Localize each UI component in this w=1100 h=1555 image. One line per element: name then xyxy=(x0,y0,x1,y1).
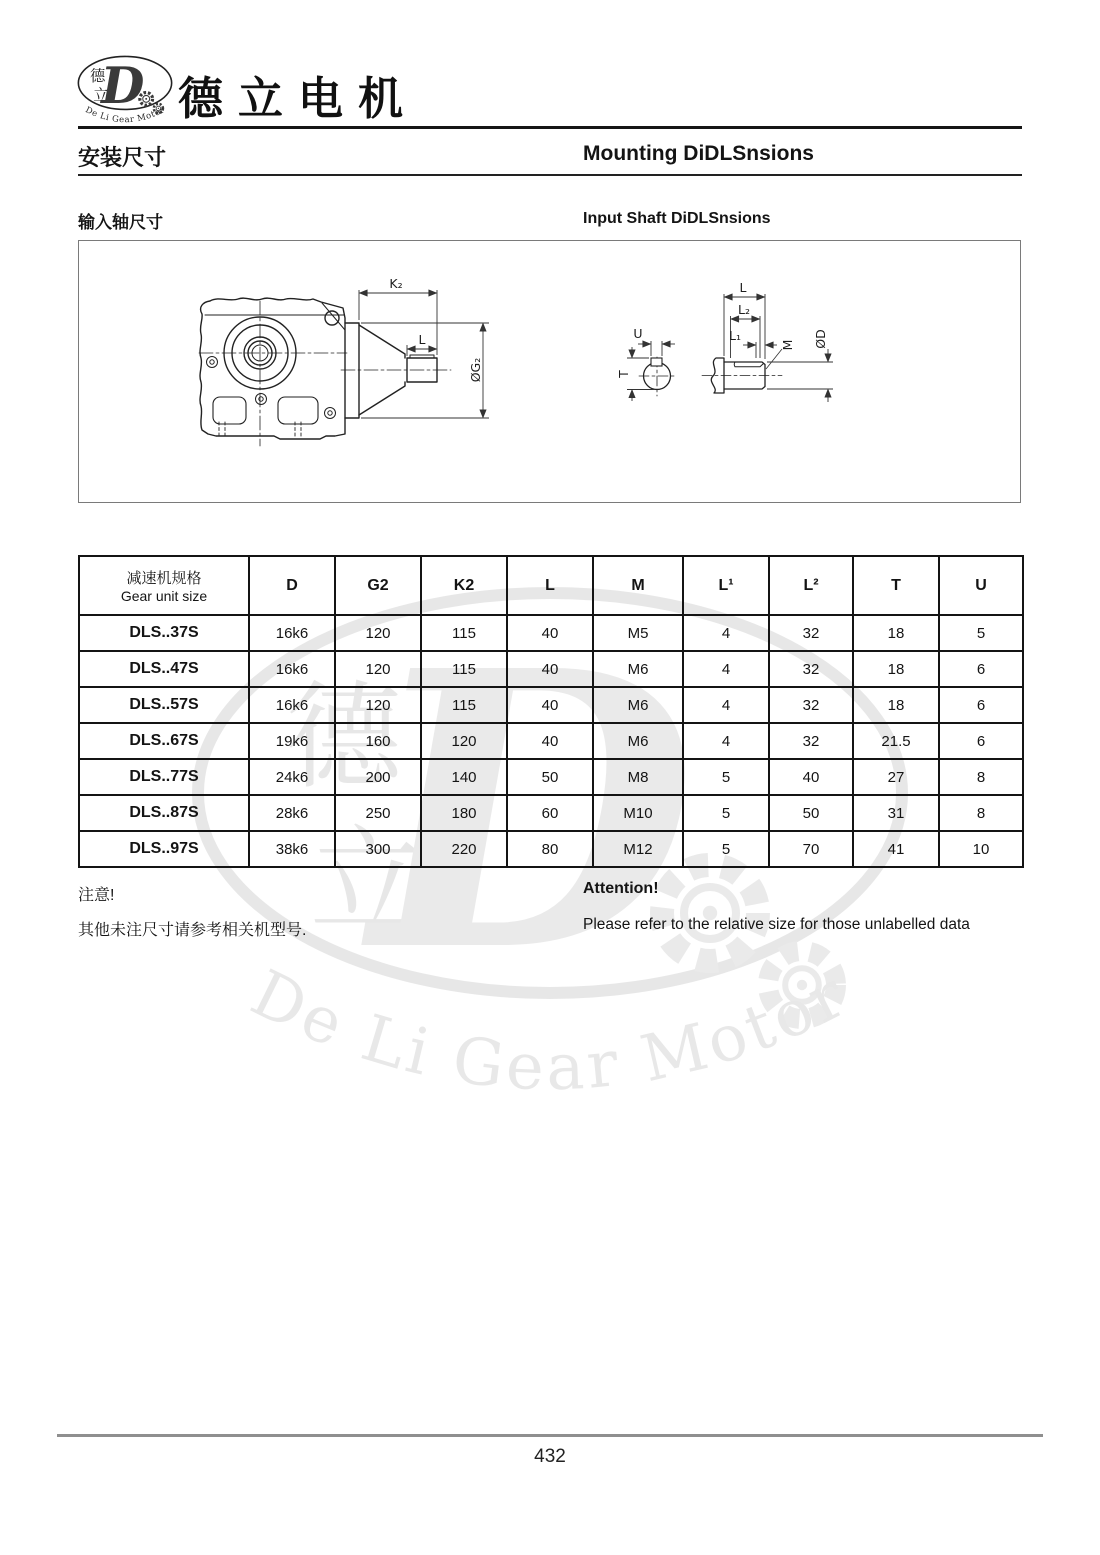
dimension-value: M8 xyxy=(593,759,683,795)
dimension-value: 6 xyxy=(939,687,1023,723)
dimension-value: 32 xyxy=(769,615,853,651)
table-row xyxy=(79,795,1023,831)
dimension-value: 40 xyxy=(507,723,593,759)
gear-unit-size-zh: 减速机规格 xyxy=(126,570,202,587)
dimension-value: 120 xyxy=(335,687,421,723)
dimension-value: 5 xyxy=(683,831,769,867)
dimension-value: 40 xyxy=(507,687,593,723)
dimension-value: 160 xyxy=(335,723,421,759)
gear-unit-model: DLS..87S xyxy=(79,795,249,831)
dimension-value: M6 xyxy=(593,687,683,723)
dimension-value: 16k6 xyxy=(249,687,335,723)
table-row xyxy=(79,687,1023,723)
gear-unit-size-en: Gear unit size xyxy=(120,588,208,604)
dimension-value: 28k6 xyxy=(249,795,335,831)
dimension-value: 16k6 xyxy=(249,615,335,651)
section-subtitle-en: Input Shaft DiDLSnsions xyxy=(583,210,771,227)
dim-label-k2: K₂ xyxy=(389,276,403,291)
page-title-zh: 安装尺寸 xyxy=(78,145,167,170)
dimension-value: 27 xyxy=(853,759,939,795)
column-header: T xyxy=(853,556,939,615)
dimension-value: 21.5 xyxy=(853,723,939,759)
column-header-gear-unit-size xyxy=(79,556,249,615)
gear-unit-model: DLS..77S xyxy=(79,759,249,795)
dim-label-m: M xyxy=(780,339,795,351)
dimension-value: 120 xyxy=(335,615,421,651)
dimension-value: 4 xyxy=(683,687,769,723)
dimension-value: 5 xyxy=(939,615,1023,651)
dimension-value: 40 xyxy=(769,759,853,795)
dimension-value: 24k6 xyxy=(249,759,335,795)
dimension-value: 32 xyxy=(769,687,853,723)
table-row xyxy=(79,615,1023,651)
company-logo xyxy=(72,50,178,135)
column-header: U xyxy=(939,556,1023,615)
dimension-value: M12 xyxy=(593,831,683,867)
table-row xyxy=(79,759,1023,795)
dimension-value: 115 xyxy=(421,651,507,687)
page-title-en: Mounting DiDLSnsions xyxy=(583,142,814,165)
dimension-value: 6 xyxy=(939,651,1023,687)
dimension-value: 32 xyxy=(769,651,853,687)
dimension-value: 4 xyxy=(683,615,769,651)
header-rule xyxy=(78,126,1022,129)
dimension-value: M10 xyxy=(593,795,683,831)
dimension-value: 38k6 xyxy=(249,831,335,867)
input-shaft-drawing xyxy=(79,241,1020,502)
dimension-value: 31 xyxy=(853,795,939,831)
shaft-section-view xyxy=(639,357,675,396)
dimension-value: 32 xyxy=(769,723,853,759)
dim-label-shaft-l: L xyxy=(739,280,747,295)
dimension-value: 70 xyxy=(769,831,853,867)
dimension-value: 120 xyxy=(421,723,507,759)
table-row xyxy=(79,723,1023,759)
dim-label-g2: ØG₂ xyxy=(468,357,483,383)
dimension-value: 120 xyxy=(335,651,421,687)
dimension-value: 8 xyxy=(939,795,1023,831)
column-header: L xyxy=(507,556,593,615)
gear-unit-model: DLS..67S xyxy=(79,723,249,759)
gear-unit-model: DLS..57S xyxy=(79,687,249,723)
dimension-value: 4 xyxy=(683,723,769,759)
page-number: 432 xyxy=(534,1446,566,1467)
footer-rule xyxy=(57,1434,1043,1437)
dimension-value: M6 xyxy=(593,651,683,687)
dimension-value: 200 xyxy=(335,759,421,795)
dim-label-l2: L₂ xyxy=(738,302,750,317)
dimension-value: 18 xyxy=(853,651,939,687)
dimension-value: 180 xyxy=(421,795,507,831)
column-header: G2 xyxy=(335,556,421,615)
note-body-zh: 其他未注尺寸请参考相关机型号. xyxy=(78,922,307,939)
dimension-value: 50 xyxy=(507,759,593,795)
dim-label-d: ØD xyxy=(813,329,828,349)
table-header-row xyxy=(79,556,1023,615)
dim-label-u: U xyxy=(633,326,643,341)
drawing-panel xyxy=(78,240,1021,503)
gear-unit-model: DLS..37S xyxy=(79,615,249,651)
dimension-value: 115 xyxy=(421,687,507,723)
table-row xyxy=(79,831,1023,867)
dimension-value: 300 xyxy=(335,831,421,867)
dimension-value: 40 xyxy=(507,651,593,687)
dimension-value: M6 xyxy=(593,723,683,759)
dimension-value: 80 xyxy=(507,831,593,867)
column-header: K2 xyxy=(421,556,507,615)
dimension-value: M5 xyxy=(593,615,683,651)
dimension-value: 19k6 xyxy=(249,723,335,759)
dimension-value: 40 xyxy=(507,615,593,651)
title-rule xyxy=(78,174,1022,176)
table-row xyxy=(79,651,1023,687)
column-header: M xyxy=(593,556,683,615)
dim-label-l: L xyxy=(418,332,426,347)
dimension-value: 6 xyxy=(939,723,1023,759)
gear-unit-model: DLS..97S xyxy=(79,831,249,867)
dimension-value: 10 xyxy=(939,831,1023,867)
dimension-value: 5 xyxy=(683,795,769,831)
dimensions-table xyxy=(78,555,1024,868)
column-header: L² xyxy=(769,556,853,615)
dimension-value: 16k6 xyxy=(249,651,335,687)
column-header: D xyxy=(249,556,335,615)
note-title-en: Attention! xyxy=(583,880,659,897)
dim-label-l1: L₁ xyxy=(729,328,741,343)
dimension-value: 18 xyxy=(853,687,939,723)
dimension-value: 18 xyxy=(853,615,939,651)
dimension-value: 60 xyxy=(507,795,593,831)
dimension-value: 4 xyxy=(683,651,769,687)
shaft-side-view xyxy=(702,358,782,393)
dimension-value: 250 xyxy=(335,795,421,831)
note-body-en: Please refer to the relative size for those unlabelled data xyxy=(583,916,970,933)
dimension-value: 5 xyxy=(683,759,769,795)
dimension-value: 50 xyxy=(769,795,853,831)
note-title-zh: 注意! xyxy=(78,887,115,904)
shaft-dimensions xyxy=(627,294,833,402)
dim-label-t: T xyxy=(616,370,631,378)
table-body xyxy=(79,615,1023,867)
section-subtitle-zh: 输入轴尺寸 xyxy=(78,213,163,232)
company-name: 德立电机 xyxy=(178,72,419,125)
gearbox-dimensions xyxy=(359,290,489,418)
dimension-value: 41 xyxy=(853,831,939,867)
dimension-value: 8 xyxy=(939,759,1023,795)
gear-unit-model: DLS..47S xyxy=(79,651,249,687)
column-header: L¹ xyxy=(683,556,769,615)
dimension-value: 220 xyxy=(421,831,507,867)
gearbox-outline xyxy=(199,298,451,446)
dimension-value: 140 xyxy=(421,759,507,795)
dimension-value: 115 xyxy=(421,615,507,651)
